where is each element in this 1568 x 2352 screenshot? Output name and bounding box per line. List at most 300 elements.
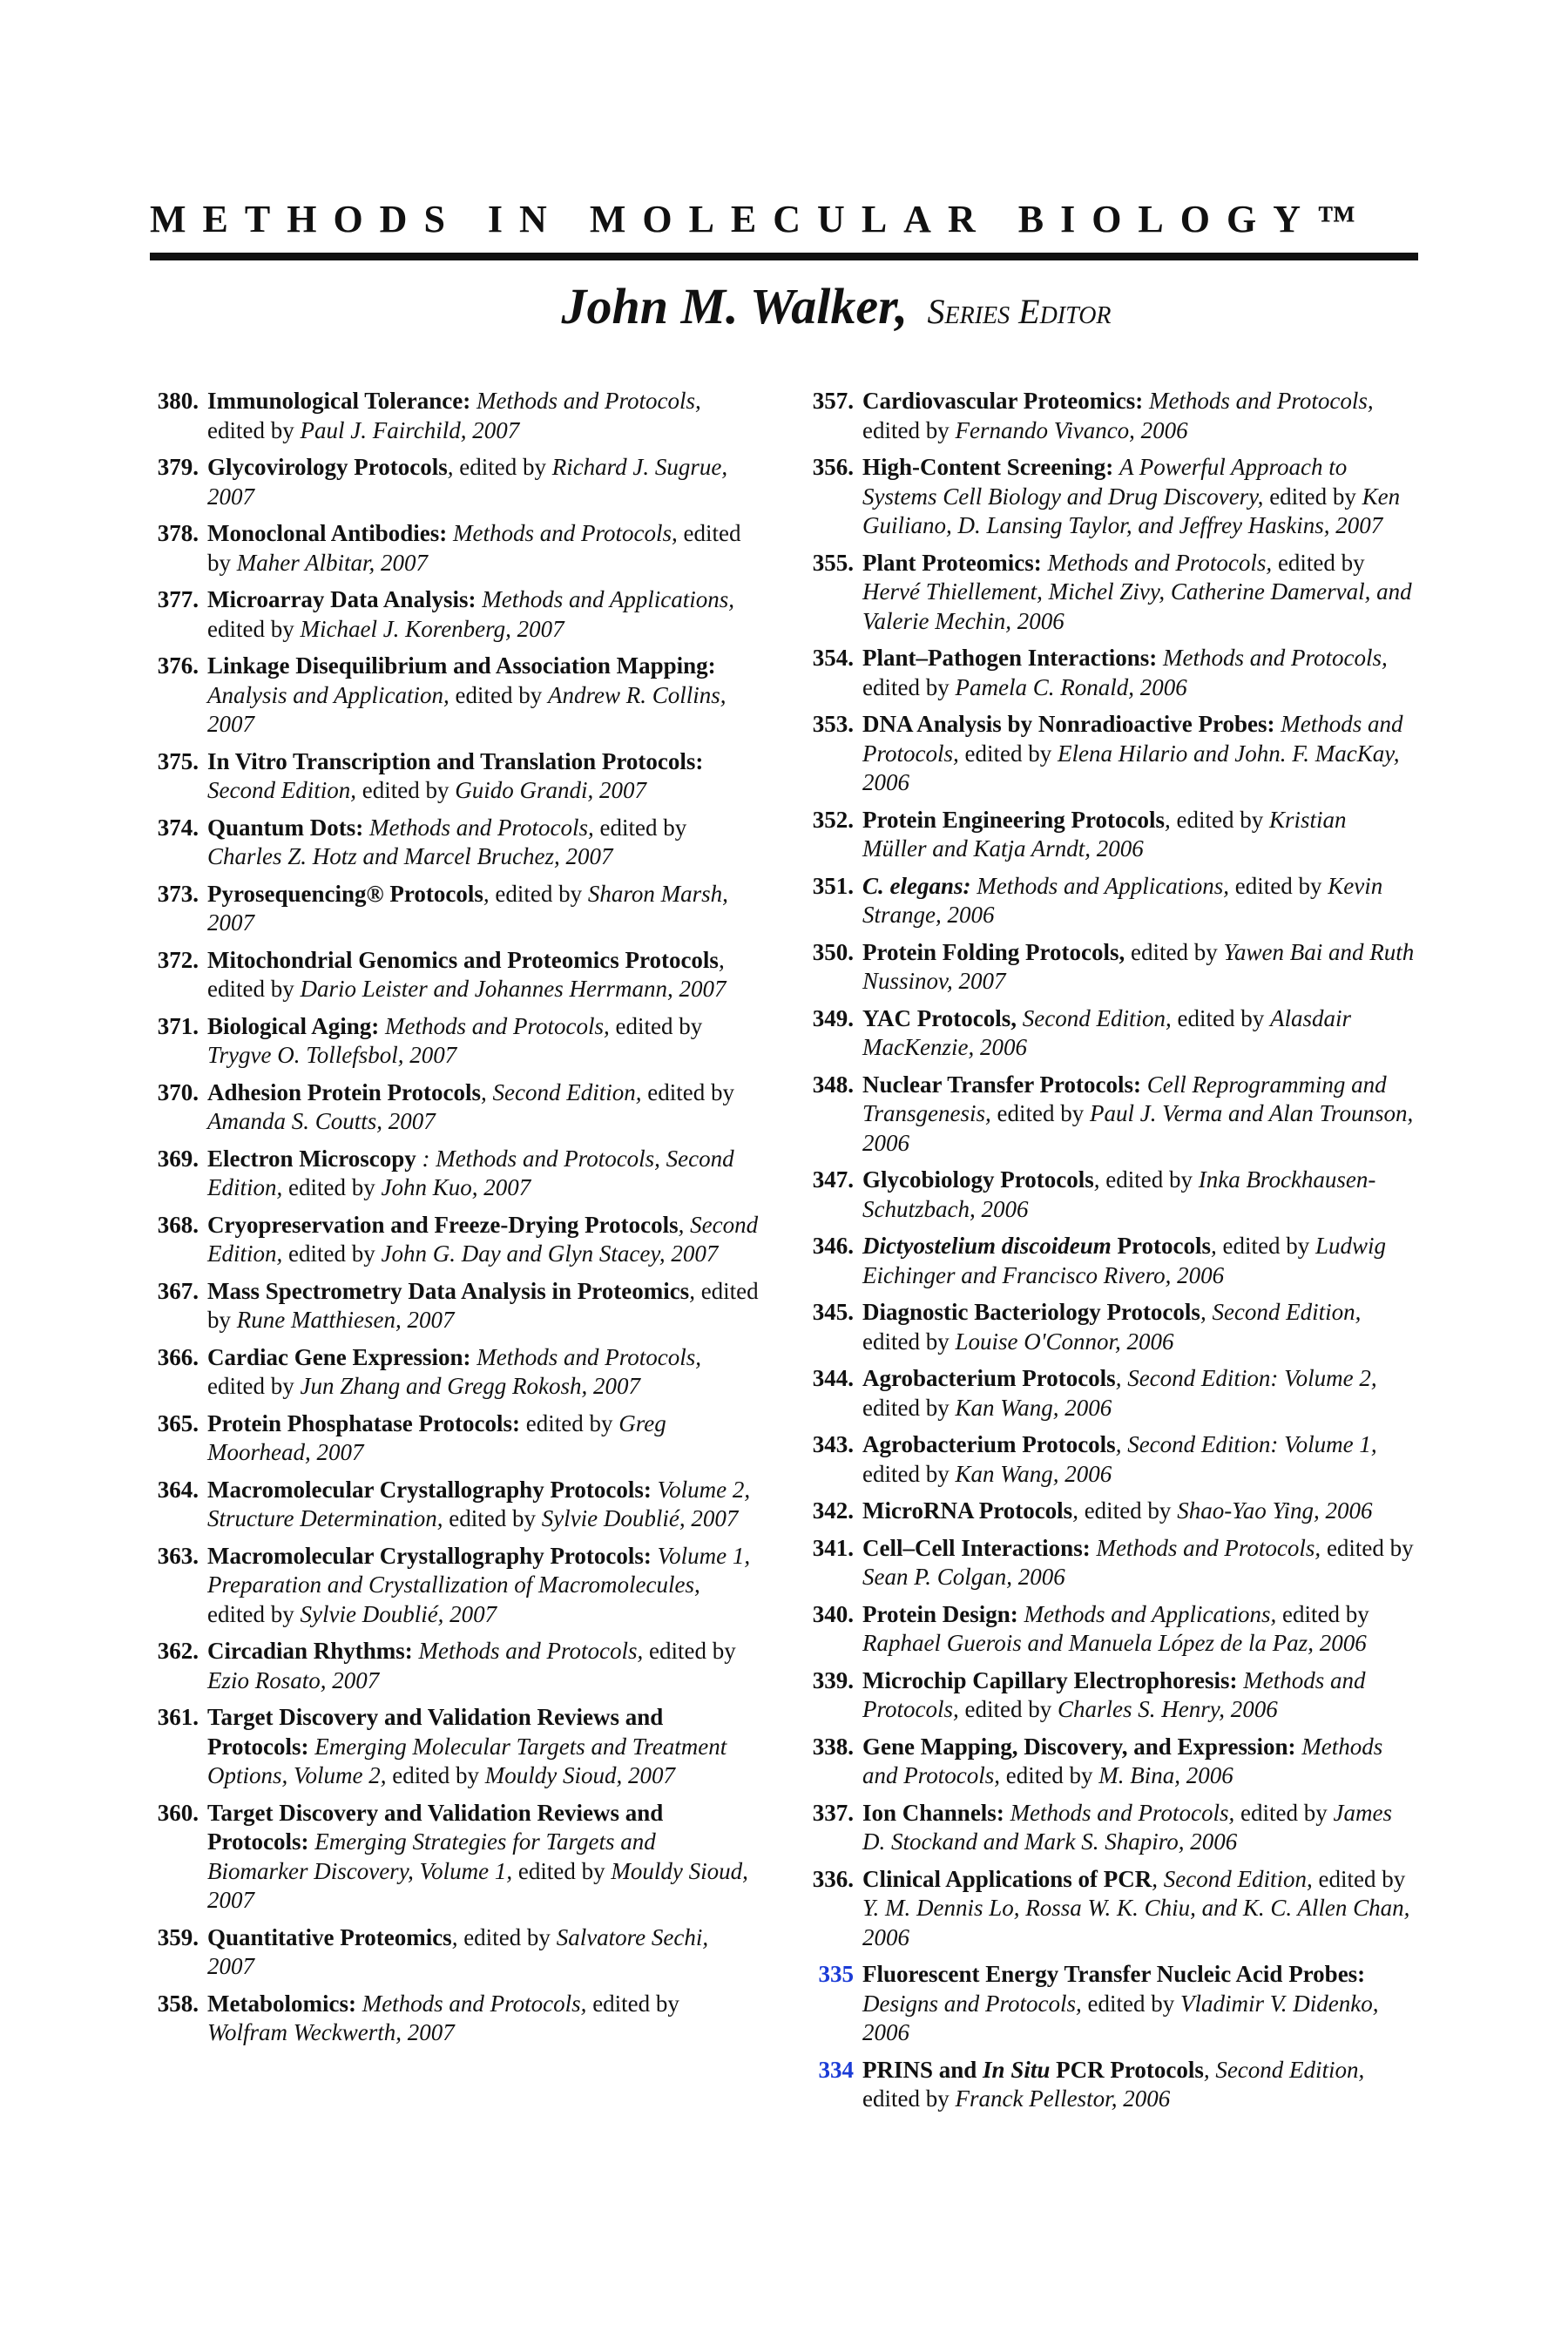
entry-text [207, 519, 760, 578]
list-item [150, 880, 760, 938]
entry-number: 350. [812, 938, 854, 965]
entry-number-link[interactable]: 335 [818, 1961, 854, 1987]
entry-number: 341. [812, 1534, 854, 1561]
entry-text [207, 1211, 760, 1269]
book-title: Biological Aging: [207, 1012, 380, 1039]
book-subtitle: Methods and Protocols, [1148, 388, 1374, 414]
entry-text [207, 387, 760, 445]
entry-number: 353. [812, 711, 854, 737]
book-title: Protein Engineering Protocols [862, 806, 1165, 833]
edited-by: edited by [862, 416, 950, 443]
entry-number: 377. [157, 586, 199, 612]
edited-by: edited by [207, 1277, 759, 1333]
series-title: METHODS IN MOLECULAR BIOLOGY™ [150, 198, 1372, 240]
edited-by: edited by [862, 1460, 950, 1487]
edited-by: edited by [1326, 1534, 1414, 1561]
book-subtitle: , Second Edition, [481, 1078, 642, 1105]
editors-year: Guido Grandi, 2007 [455, 777, 646, 803]
book-subtitle: , [689, 1277, 695, 1304]
book-subtitle: , [1210, 1233, 1217, 1259]
list-item [150, 1343, 760, 1402]
entry-text [862, 453, 1415, 541]
edited-by: edited by [1130, 938, 1218, 965]
editors-year: Hervé Thiellement, Michel Zivy, Catherine Damerval, and Valerie Mechin, 2006 [862, 578, 1412, 634]
book-subtitle: Cell Reprogramming and Transgenesis, [862, 1071, 1387, 1126]
editors-year: Charles Z. Hotz and Marcel Bruchez, 2007 [207, 843, 613, 869]
book-subtitle: Methods and Applications, [1024, 1600, 1277, 1627]
entry-number: 378. [157, 520, 199, 546]
header-rule [150, 253, 1418, 260]
editors-year: Elena Hilario and John. F. MacKay, 2006 [862, 740, 1400, 795]
editors-year: Andrew R. Collins, 2007 [207, 681, 727, 737]
edited-by: edited by [207, 416, 294, 443]
entry-text [207, 814, 760, 872]
book-title: Linkage Disequilibrium and Association Mapping: [207, 652, 716, 679]
book-subtitle: Methods and Applications, [482, 586, 734, 612]
book-title: Quantitative Proteomics [207, 1923, 452, 1950]
book-title: Circadian Rhythms: [207, 1638, 413, 1664]
entry-number: 351. [812, 872, 854, 899]
edited-by: edited by [207, 976, 294, 1002]
entry-text [207, 1703, 760, 1791]
entry-text [862, 1232, 1415, 1290]
book-subtitle: Emerging Molecular Targets and Treatment Options, Volume 2, [207, 1733, 727, 1788]
edited-by: edited by [862, 2085, 950, 2112]
book-subtitle: , [1072, 1497, 1078, 1524]
entry-number: 337. [812, 1799, 854, 1826]
editors-year: James D. Stockand and Mark S. Shapiro, 2006 [862, 1799, 1393, 1855]
editors-year: Maher Albitar, 2007 [236, 549, 429, 576]
editors-year: Charles S. Henry, 2006 [1057, 1696, 1278, 1722]
editors-year: Wolfram Weckwerth, 2007 [207, 2019, 455, 2045]
entry-number: 365. [157, 1409, 199, 1436]
book-subtitle: Methods and Protocols, [1047, 549, 1273, 576]
editors-year: Salvatore Sechi, 2007 [207, 1923, 709, 1979]
list-item [805, 644, 1415, 702]
edited-by: edited by [362, 777, 449, 803]
entry-text [862, 2056, 1415, 2114]
entry-text [207, 585, 760, 644]
entry-number: 344. [812, 1365, 854, 1391]
book-title: Agrobacterium Protocols [862, 1365, 1116, 1391]
list-item [805, 1799, 1415, 1857]
entry-text [207, 880, 760, 938]
entry-text [207, 1012, 760, 1071]
book-title: C. elegans: [862, 872, 971, 899]
edited-by: edited by [1084, 1497, 1172, 1524]
book-title: Fluorescent Energy Transfer Nucleic Acid Probes: [862, 1961, 1366, 1987]
list-item [805, 387, 1415, 445]
editors-year: M. Bina, 2006 [1098, 1762, 1233, 1788]
editors-year: Pamela C. Ronald, 2006 [955, 673, 1187, 700]
entry-number: 368. [157, 1211, 199, 1238]
book-subtitle: Volume 2, Structure Determination, [207, 1476, 751, 1531]
book-subtitle: Methods and Protocols, [369, 814, 594, 841]
editors-year: Ezio Rosato, 2007 [207, 1666, 380, 1693]
book-title-suffix: Protocols [1111, 1233, 1211, 1259]
entry-text [862, 1298, 1415, 1356]
entry-text [862, 1071, 1415, 1159]
book-subtitle: Methods and Protocols, [862, 1666, 1366, 1722]
edited-by: edited by [647, 1078, 734, 1105]
entry-text [862, 806, 1415, 864]
entry-number: 342. [812, 1497, 854, 1524]
entry-number: 361. [157, 1704, 199, 1730]
entry-number: 349. [812, 1004, 854, 1031]
entry-number: 345. [812, 1299, 854, 1325]
book-subtitle: , [718, 946, 725, 973]
book-subtitle: Second Edition, [207, 777, 356, 803]
list-item [150, 814, 760, 872]
list-item [805, 1534, 1415, 1592]
book-subtitle: Methods and Protocols, [1010, 1799, 1235, 1826]
entry-text [862, 1004, 1415, 1063]
entry-number: 360. [157, 1799, 199, 1826]
entry-number: 343. [812, 1431, 854, 1457]
list-item [805, 1004, 1415, 1063]
series-editor [0, 277, 1568, 335]
book-subtitle: Methods and Protocols, [862, 711, 1403, 767]
editors-year: Fernando Vivanco, 2006 [955, 416, 1188, 443]
book-subtitle: Methods and Protocols, [476, 388, 701, 414]
book-title: Glycobiology Protocols [862, 1166, 1094, 1193]
edited-by: edited by [1105, 1166, 1193, 1193]
list-item [805, 1232, 1415, 1290]
list-item [150, 1078, 760, 1137]
list-item [805, 1298, 1415, 1356]
entry-number: 373. [157, 880, 199, 907]
list-item [805, 1364, 1415, 1423]
edited-by: edited by [455, 681, 543, 708]
entry-text [862, 1960, 1415, 2048]
edited-by: edited by [1177, 1004, 1265, 1031]
entry-number: 367. [157, 1277, 199, 1304]
list-item [805, 806, 1415, 864]
entry-number: 371. [157, 1012, 199, 1039]
book-subtitle: Methods and Protocols, [1096, 1534, 1321, 1561]
entry-text [207, 946, 760, 1004]
book-title: Nuclear Transfer Protocols: [862, 1071, 1141, 1098]
list-item [805, 1666, 1415, 1725]
book-subtitle: Methods and Protocols, [385, 1012, 610, 1039]
edited-by: edited by [449, 1505, 536, 1531]
edited-by: edited by [1087, 1990, 1175, 2017]
entry-number: 366. [157, 1343, 199, 1370]
edited-by: edited by [1234, 872, 1322, 899]
entry-text [862, 1166, 1415, 1224]
list-item [805, 1733, 1415, 1791]
edited-by: edited by [1318, 1865, 1406, 1892]
book-subtitle: , [447, 454, 454, 480]
book-subtitle: , Second Edition, [1152, 1865, 1313, 1892]
book-title: Target Discovery and Validation Reviews and Protocols: [207, 1704, 664, 1760]
entry-text [207, 1078, 760, 1137]
entry-number: 356. [812, 454, 854, 480]
list-item [805, 549, 1415, 637]
list-item [150, 519, 760, 578]
entry-text [862, 387, 1415, 445]
editors-year: Mouldy Sioud, 2007 [207, 1857, 748, 1913]
entry-text [207, 1277, 760, 1335]
book-title: Adhesion Protein Protocols [207, 1078, 481, 1105]
editors-year: Ken Guiliano, D. Lansing Taylor, and Jeffrey Haskins, 2007 [862, 483, 1401, 538]
edited-by: edited by [964, 1696, 1052, 1722]
editors-year: Michael J. Korenberg, 2007 [300, 615, 564, 642]
book-title: Gene Mapping, Discovery, and Expression: [862, 1733, 1296, 1760]
book-subtitle: Methods and Protocols, [418, 1638, 644, 1664]
book-title: Clinical Applications of PCR [862, 1865, 1152, 1892]
book-subtitle: , Second Edition, [1200, 1299, 1362, 1325]
book-subtitle: , [1164, 806, 1171, 833]
book-title: Microarray Data Analysis: [207, 586, 476, 612]
book-subtitle: , [483, 880, 490, 907]
edited-by: edited by [288, 1240, 375, 1267]
entry-text [862, 1600, 1415, 1659]
entry-number: 359. [157, 1923, 199, 1950]
book-title: Quantum Dots: [207, 814, 364, 841]
list-item [150, 946, 760, 1004]
entry-number: 374. [157, 814, 199, 841]
list-item [805, 1865, 1415, 1953]
list-item [150, 1277, 760, 1335]
book-title: YAC Protocols, [862, 1004, 1017, 1031]
book-title: Monoclonal Antibodies: [207, 520, 448, 546]
book-title: Mitochondrial Genomics and Proteomics Protocols [207, 946, 719, 973]
editors-year: John G. Day and Glyn Stacey, 2007 [381, 1240, 719, 1267]
entry-number: 379. [157, 454, 199, 480]
edited-by: edited by [1240, 1799, 1328, 1826]
entry-number: 346. [812, 1233, 854, 1259]
list-item [805, 1166, 1415, 1224]
editors-year: Ludwig Eichinger and Francisco Rivero, 2006 [862, 1233, 1386, 1288]
editors-year: Dario Leister and Johannes Herrmann, 2007 [300, 976, 727, 1002]
list-item [150, 1145, 760, 1203]
editors-year: Shao-Yao Ying, 2006 [1177, 1497, 1373, 1524]
edited-by: edited by [862, 1394, 950, 1421]
book-title: Macromolecular Crystallography Protocols: [207, 1542, 652, 1569]
book-title: Cardiovascular Proteomics: [862, 388, 1144, 414]
book-subtitle: Emerging Strategies for Targets and Biomarker Discovery, Volume 1, [207, 1828, 656, 1884]
book-title: In Vitro Transcription and Translation Protocols: [207, 747, 704, 774]
entry-text [207, 1409, 760, 1468]
edited-by: edited by [649, 1638, 736, 1664]
list-item [805, 872, 1415, 930]
list-item [150, 1703, 760, 1791]
editors-year: Mouldy Sioud, 2007 [484, 1762, 675, 1788]
editors-year: Amanda S. Coutts, 2007 [207, 1108, 436, 1134]
edited-by: edited by [459, 454, 546, 480]
list-item [150, 747, 760, 806]
editors-year: Richard J. Sugrue, 2007 [207, 454, 728, 510]
list-item [150, 387, 760, 445]
book-title: Immunological Tolerance: [207, 388, 471, 414]
entry-text [207, 1145, 760, 1203]
book-subtitle: Methods and Protocols, [1162, 645, 1388, 671]
book-subtitle: , Second Edition: Volume 2, [1115, 1365, 1377, 1391]
book-title: Glycovirology Protocols [207, 454, 448, 480]
book-title: High-Content Screening: [862, 454, 1114, 480]
list-item [805, 938, 1415, 997]
book-title-suffix: PCR Protocols [1050, 2056, 1204, 2083]
book-title: MicroRNA Protocols [862, 1497, 1073, 1524]
entry-number: 375. [157, 747, 199, 774]
editors-year: Kan Wang, 2006 [955, 1460, 1112, 1487]
book-subtitle: Methods and Protocols, [453, 520, 678, 546]
editors-year: Kristian Müller and Katja Arndt, 2006 [862, 806, 1347, 862]
book-title: Cardiac Gene Expression: [207, 1343, 471, 1370]
list-item [805, 1497, 1415, 1526]
editors-year: Vladimir V. Didenko, 2006 [862, 1990, 1379, 2045]
edited-by: edited by [964, 740, 1052, 767]
editors-year: Jun Zhang and Gregg Rokosh, 2007 [300, 1373, 640, 1399]
book-subtitle: Methods and Protocols, [476, 1343, 701, 1370]
edited-by: edited by [592, 1990, 679, 2017]
book-title: Metabolomics: [207, 1990, 356, 2017]
editors-year: Paul J. Verma and Alan Trounson, 2006 [862, 1100, 1414, 1156]
editors-year: Greg Moorhead, 2007 [207, 1409, 666, 1465]
book-subtitle: A Powerful Approach to Systems Cell Biology and Drug Discovery, [862, 454, 1348, 510]
book-title: Protein Phosphatase Protocols: [207, 1409, 520, 1436]
list-item [150, 1799, 760, 1916]
book-title: Electron Microscopy [207, 1145, 416, 1172]
book-subtitle: Second Edition, [1022, 1004, 1172, 1031]
editors-year: Franck Pellestor, 2006 [955, 2085, 1171, 2112]
list-item [805, 1430, 1415, 1489]
book-title: Plant–Pathogen Interactions: [862, 645, 1158, 671]
entry-number: 348. [812, 1071, 854, 1098]
book-subtitle: Analysis and Application, [207, 681, 449, 708]
entry-number: 352. [812, 806, 854, 833]
edited-by: edited by [1005, 1762, 1093, 1788]
list-item [150, 1211, 760, 1269]
list-item [805, 2056, 1415, 2114]
edited-by: edited by [862, 673, 950, 700]
entry-text [207, 1637, 760, 1695]
book-title: Agrobacterium Protocols [862, 1431, 1116, 1457]
book-subtitle: , Second Edition: Volume 1, [1115, 1431, 1377, 1457]
entry-text [207, 747, 760, 806]
edited-by: edited by [1281, 1600, 1369, 1627]
entry-number: 362. [157, 1638, 199, 1664]
entry-text [862, 549, 1415, 637]
list-item [150, 453, 760, 511]
book-title-italic: In Situ [983, 2056, 1051, 2083]
entry-text [862, 1497, 1415, 1526]
editors-year: Kevin Strange, 2006 [862, 872, 1383, 928]
entry-text [862, 1534, 1415, 1592]
editors-year: Sean P. Colgan, 2006 [862, 1564, 1065, 1590]
editors-year: Louise O'Connor, 2006 [955, 1328, 1174, 1355]
book-subtitle: , [451, 1923, 458, 1950]
list-item [805, 710, 1415, 798]
entry-text [207, 1542, 760, 1630]
book-title: Microchip Capillary Electrophoresis: [862, 1666, 1238, 1693]
edited-by: edited by [288, 1174, 375, 1200]
book-subtitle: : Methods and Protocols, Second Edition, [207, 1145, 734, 1200]
book-title: Ion Channels: [862, 1799, 1004, 1826]
entry-number: 355. [812, 549, 854, 576]
right-column [805, 387, 1415, 2122]
editors-year: John Kuo, 2007 [381, 1174, 531, 1200]
editors-year: Kan Wang, 2006 [955, 1394, 1112, 1421]
list-item [150, 1637, 760, 1695]
entry-number: 354. [812, 645, 854, 671]
edited-by: edited by [1277, 549, 1365, 576]
book-subtitle: Designs and Protocols, [862, 1990, 1082, 2017]
list-item [150, 585, 760, 644]
editor-role: Series Editor [927, 292, 1112, 331]
edited-by: edited by [495, 880, 583, 907]
entry-number: 363. [157, 1542, 199, 1569]
book-subtitle: , [1093, 1166, 1100, 1193]
list-item [150, 1409, 760, 1468]
list-item [805, 1960, 1415, 2048]
edited-by: edited by [525, 1409, 613, 1436]
editors-year: Sylvie Doublié, 2007 [300, 1600, 497, 1627]
entry-text [207, 1923, 760, 1982]
list-item [150, 1542, 760, 1630]
book-title: Target Discovery and Validation Reviews and Protocols: [207, 1799, 664, 1855]
entry-text [862, 644, 1415, 702]
editors-year: Alasdair MacKenzie, 2006 [862, 1004, 1351, 1060]
book-subtitle: Methods and Protocols, [362, 1990, 587, 2017]
entry-number: 347. [812, 1166, 854, 1193]
entry-number: 339. [812, 1666, 854, 1693]
editors-year: Sharon Marsh, 2007 [207, 880, 728, 936]
editors-year: Sylvie Doublié, 2007 [541, 1505, 739, 1531]
book-title: Macromolecular Crystallography Protocols: [207, 1476, 652, 1503]
entry-number: 338. [812, 1733, 854, 1760]
edited-by: edited by [207, 1373, 294, 1399]
book-title: Cell–Cell Interactions: [862, 1534, 1091, 1561]
edited-by: edited by [207, 520, 741, 576]
book-title: PRINS and [862, 2056, 983, 2083]
entry-number: 357. [812, 388, 854, 414]
list-item [805, 1600, 1415, 1659]
book-subtitle: Volume 1, Preparation and Crystallization of Macromolecules, [207, 1542, 751, 1598]
edited-by: edited by [997, 1100, 1085, 1126]
book-title: DNA Analysis by Nonradioactive Probes: [862, 711, 1275, 737]
entry-text [207, 1476, 760, 1534]
edited-by: edited by [615, 1012, 703, 1039]
book-title: Cryopreservation and Freeze-Drying Protocols [207, 1211, 679, 1238]
edited-by: edited by [392, 1762, 479, 1788]
entry-text [862, 1666, 1415, 1725]
edited-by: edited by [207, 1600, 294, 1627]
entry-text [862, 1865, 1415, 1953]
editors-year: Raphael Guerois and Manuela López de la Paz, 2006 [862, 1630, 1367, 1656]
entry-number: 358. [157, 1990, 199, 2017]
entry-text [207, 453, 760, 511]
editors-year: Trygve O. Tollefsbol, 2007 [207, 1042, 457, 1068]
entry-text [862, 1364, 1415, 1423]
book-subtitle: Methods and Protocols, [862, 1733, 1383, 1788]
edited-by: edited by [1269, 483, 1356, 510]
list-item [150, 1923, 760, 1982]
book-subtitle: , Second Edition, [207, 1211, 759, 1267]
entry-text [862, 1430, 1415, 1489]
entry-number-link[interactable]: 334 [818, 2056, 854, 2083]
list-item [150, 1476, 760, 1534]
book-title: Plant Proteomics: [862, 549, 1042, 576]
entry-text [207, 1343, 760, 1402]
entry-number: 370. [157, 1078, 199, 1105]
entry-text [862, 938, 1415, 997]
edited-by: edited by [599, 814, 687, 841]
entry-number: 380. [157, 388, 199, 414]
list-item [150, 1012, 760, 1071]
list-item [805, 1071, 1415, 1159]
